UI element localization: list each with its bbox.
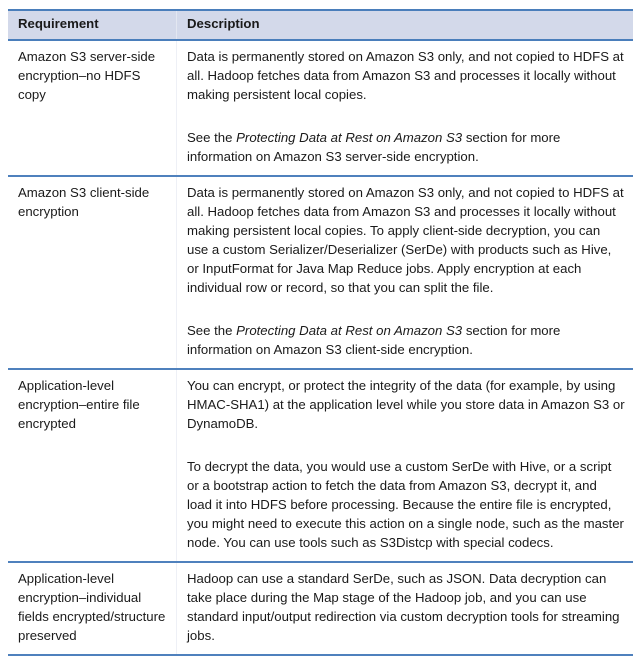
description-cell <box>177 176 634 369</box>
description-paragraph: See the Protecting Data at Rest on Amazon S3 section for more information on Amazon S3 server-side encryption. <box>187 130 561 164</box>
requirements-table <box>8 9 633 656</box>
description-paragraph: See the Protecting Data at Rest on Amazon S3 section for more information on Amazon S3 client-side encryption. <box>187 323 561 357</box>
description-paragraph: You can encrypt, or protect the integrity of the data (for example, by using HMAC-SHA1) at the application level while you store data in Amazon S3 or DynamoDB. <box>187 378 625 431</box>
table-row <box>8 369 633 562</box>
description-paragraph: Data is permanently stored on Amazon S3 only, and not copied to HDFS at all. Hadoop fetches data from Amazon S3 and processes it locally without making persistent local copies. <box>187 49 624 102</box>
column-header-requirement: Requirement <box>8 10 177 40</box>
section-reference: Protecting Data at Rest on Amazon S3 <box>236 323 463 338</box>
description-cell <box>177 40 634 176</box>
description-cell <box>177 369 634 562</box>
description-paragraph: To decrypt the data, you would use a custom SerDe with Hive, or a script or a bootstrap action to fetch the data from Amazon S3, decrypt it, and load it into HDFS before processing. Because the entire file is encrypted, you might need to execute this action on a single node, such as the master node. You can use tools such as S3Distcp with special codecs. <box>187 459 624 550</box>
header-row <box>8 10 633 40</box>
requirement-cell: Amazon S3 client-side encryption <box>8 176 177 369</box>
requirement-cell: Application-level encryption–individual fields encrypted/structure preserved <box>8 562 177 655</box>
description-paragraph: Data is permanently stored on Amazon S3 only, and not copied to HDFS at all. Hadoop fetches data from Amazon S3 and processes it locally without making persistent local copies. To apply client-side decryption, you can use a custom Serializer/Deserializer (SerDe) with products such as Hive, or InputFormat for Java Map Reduce jobs. Apply encryption at each individual row or record, so that you can split the file. <box>187 185 624 295</box>
table-row <box>8 40 633 176</box>
requirement-cell: Application-level encryption–entire file encrypted <box>8 369 177 562</box>
table-row <box>8 562 633 655</box>
description-cell <box>177 562 634 655</box>
section-reference: Protecting Data at Rest on Amazon S3 <box>236 130 463 145</box>
description-paragraph: Hadoop can use a standard SerDe, such as JSON. Data decryption can take place during the Map stage of the Hadoop job, and you can use standard input/output redirection via custom decryption tools for streaming jobs. <box>187 571 620 643</box>
table-row <box>8 176 633 369</box>
column-header-description: Description <box>177 10 634 40</box>
requirement-cell: Amazon S3 server-side encryption–no HDFS copy <box>8 40 177 176</box>
